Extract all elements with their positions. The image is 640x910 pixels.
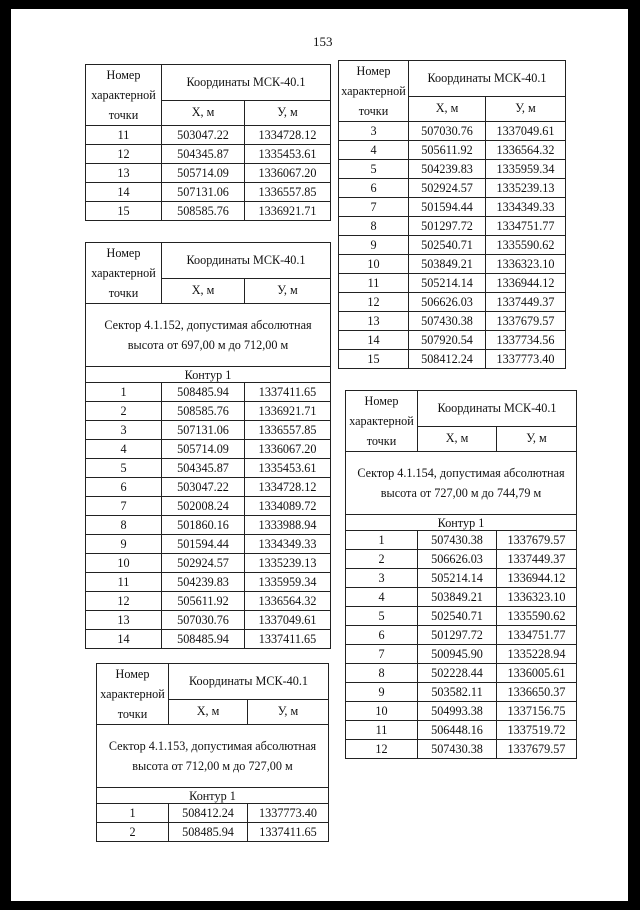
y-coordinate: 1335228.94	[497, 645, 577, 664]
x-coordinate: 505214.14	[418, 569, 497, 588]
point-number: 8	[86, 516, 162, 535]
y-coordinate: 1336921.71	[245, 202, 331, 221]
y-coordinate: 1336564.32	[245, 592, 331, 611]
sector-caption: Сектор 4.1.152, допустимая абсолютная высота от 697,00 м до 712,00 м	[86, 304, 331, 367]
sector-caption: Сектор 4.1.153, допустимая абсолютная высота от 712,00 м до 727,00 м	[97, 725, 329, 788]
y-coordinate: 1335239.13	[245, 554, 331, 573]
table-row	[86, 183, 331, 202]
point-number: 5	[86, 459, 162, 478]
table-row	[86, 126, 331, 145]
x-coordinate: 503047.22	[162, 126, 245, 145]
y-coordinate: 1336557.85	[245, 183, 331, 202]
y-coordinate: 1336323.10	[497, 588, 577, 607]
point-number: 10	[86, 554, 162, 573]
point-number: 1	[346, 531, 418, 550]
table-row	[346, 721, 577, 740]
table-row	[346, 588, 577, 607]
table-row	[346, 702, 577, 721]
table-row	[86, 164, 331, 183]
page-number: 153	[313, 34, 333, 49]
y-coordinate: 1337449.37	[497, 550, 577, 569]
point-number: 11	[86, 126, 162, 145]
x-coordinate: 501297.72	[409, 217, 486, 236]
point-number: 1	[97, 804, 169, 823]
x-coordinate: 507030.76	[409, 122, 486, 141]
x-coordinate: 506626.03	[418, 550, 497, 569]
point-number: 3	[86, 421, 162, 440]
point-number: 6	[339, 179, 409, 198]
table-row	[339, 274, 566, 293]
y-coordinate: 1336650.37	[497, 683, 577, 702]
table-row	[339, 293, 566, 312]
table-row	[339, 179, 566, 198]
table-row	[346, 607, 577, 626]
point-number: 15	[86, 202, 162, 221]
x-coordinate: 505611.92	[162, 592, 245, 611]
point-number: 13	[86, 611, 162, 630]
table-row	[97, 804, 329, 823]
header-x: Х, м	[409, 96, 486, 121]
x-coordinate: 503582.11	[418, 683, 497, 702]
y-coordinate: 1336564.32	[486, 141, 566, 160]
header-y: У, м	[497, 426, 577, 451]
x-coordinate: 508585.76	[162, 202, 245, 221]
point-number: 5	[346, 607, 418, 626]
header-y: У, м	[486, 96, 566, 121]
table-row	[339, 122, 566, 141]
y-coordinate: 1336005.61	[497, 664, 577, 683]
header-y: У, м	[245, 278, 331, 303]
point-number: 13	[86, 164, 162, 183]
table-row	[86, 440, 331, 459]
point-number: 6	[346, 626, 418, 645]
table-row	[346, 683, 577, 702]
x-coordinate: 504345.87	[162, 459, 245, 478]
y-coordinate: 1334751.77	[497, 626, 577, 645]
table-row	[346, 531, 577, 550]
x-coordinate: 503047.22	[162, 478, 245, 497]
coord-table-3	[96, 663, 329, 842]
point-number: 4	[346, 588, 418, 607]
header-x: Х, м	[162, 100, 245, 125]
x-coordinate: 507430.38	[409, 312, 486, 331]
table-row	[86, 630, 331, 649]
y-coordinate: 1334751.77	[486, 217, 566, 236]
y-coordinate: 1336557.85	[245, 421, 331, 440]
point-number: 2	[346, 550, 418, 569]
y-coordinate: 1337679.57	[497, 531, 577, 550]
x-coordinate: 503849.21	[418, 588, 497, 607]
point-number: 13	[339, 312, 409, 331]
header-point-number: Номер характерной точки	[86, 243, 162, 304]
x-coordinate: 501594.44	[409, 198, 486, 217]
table-row	[346, 569, 577, 588]
x-coordinate: 502924.57	[409, 179, 486, 198]
header-x: Х, м	[418, 426, 497, 451]
table-row	[86, 535, 331, 554]
point-number: 2	[86, 402, 162, 421]
point-number: 14	[86, 630, 162, 649]
y-coordinate: 1335959.34	[486, 160, 566, 179]
table-row	[86, 611, 331, 630]
y-coordinate: 1334349.33	[245, 535, 331, 554]
point-number: 11	[346, 721, 418, 740]
table-row	[86, 478, 331, 497]
y-coordinate: 1336921.71	[245, 402, 331, 421]
x-coordinate: 502008.24	[162, 497, 245, 516]
header-x: Х, м	[162, 278, 245, 303]
y-coordinate: 1336944.12	[497, 569, 577, 588]
table-row	[339, 312, 566, 331]
y-coordinate: 1337049.61	[245, 611, 331, 630]
table-row	[339, 236, 566, 255]
table-row	[86, 497, 331, 516]
table-row	[346, 740, 577, 759]
x-coordinate: 502540.71	[418, 607, 497, 626]
y-coordinate: 1335590.62	[497, 607, 577, 626]
table-row	[339, 141, 566, 160]
y-coordinate: 1334349.33	[486, 198, 566, 217]
point-number: 5	[339, 160, 409, 179]
point-number: 4	[339, 141, 409, 160]
table-row	[86, 383, 331, 402]
point-number: 14	[339, 331, 409, 350]
y-coordinate: 1335453.61	[245, 145, 331, 164]
x-coordinate: 505714.09	[162, 440, 245, 459]
table-row	[346, 626, 577, 645]
x-coordinate: 507430.38	[418, 740, 497, 759]
x-coordinate: 505611.92	[409, 141, 486, 160]
y-coordinate: 1335959.34	[245, 573, 331, 592]
coord-table-4	[338, 60, 566, 369]
y-coordinate: 1336067.20	[245, 164, 331, 183]
x-coordinate: 508485.94	[162, 383, 245, 402]
x-coordinate: 500945.90	[418, 645, 497, 664]
x-coordinate: 507920.54	[409, 331, 486, 350]
y-coordinate: 1337679.57	[486, 312, 566, 331]
x-coordinate: 508485.94	[169, 823, 248, 842]
table-row	[339, 198, 566, 217]
y-coordinate: 1337049.61	[486, 122, 566, 141]
x-coordinate: 506626.03	[409, 293, 486, 312]
x-coordinate: 501860.16	[162, 516, 245, 535]
y-coordinate: 1336323.10	[486, 255, 566, 274]
table-row	[86, 554, 331, 573]
table-row	[86, 421, 331, 440]
table-row	[86, 459, 331, 478]
x-coordinate: 504239.83	[409, 160, 486, 179]
x-coordinate: 502924.57	[162, 554, 245, 573]
contour-label: Контур 1	[97, 788, 329, 804]
y-coordinate: 1337411.65	[245, 630, 331, 649]
point-number: 15	[339, 350, 409, 369]
y-coordinate: 1337411.65	[248, 823, 329, 842]
point-number: 4	[86, 440, 162, 459]
x-coordinate: 504239.83	[162, 573, 245, 592]
point-number: 8	[346, 664, 418, 683]
x-coordinate: 507131.06	[162, 183, 245, 202]
table-row	[86, 145, 331, 164]
header-coordinates: Координаты МСК-40.1	[409, 61, 566, 97]
x-coordinate: 508585.76	[162, 402, 245, 421]
y-coordinate: 1336944.12	[486, 274, 566, 293]
point-number: 2	[97, 823, 169, 842]
table-row	[346, 664, 577, 683]
header-coordinates: Координаты МСК-40.1	[162, 65, 331, 101]
header-x: Х, м	[169, 699, 248, 724]
x-coordinate: 508412.24	[409, 350, 486, 369]
y-coordinate: 1337773.40	[248, 804, 329, 823]
table-row	[86, 516, 331, 535]
point-number: 10	[346, 702, 418, 721]
y-coordinate: 1334728.12	[245, 478, 331, 497]
point-number: 12	[339, 293, 409, 312]
point-number: 7	[346, 645, 418, 664]
table-row	[97, 823, 329, 842]
x-coordinate: 507030.76	[162, 611, 245, 630]
point-number: 14	[86, 183, 162, 202]
table-row	[86, 202, 331, 221]
y-coordinate: 1337679.57	[497, 740, 577, 759]
point-number: 1	[86, 383, 162, 402]
y-coordinate: 1337773.40	[486, 350, 566, 369]
table-row	[86, 402, 331, 421]
x-coordinate: 505214.14	[409, 274, 486, 293]
contour-label: Контур 1	[346, 515, 577, 531]
x-coordinate: 501297.72	[418, 626, 497, 645]
x-coordinate: 504345.87	[162, 145, 245, 164]
x-coordinate: 507131.06	[162, 421, 245, 440]
sector-caption: Сектор 4.1.154, допустимая абсолютная высота от 727,00 м до 744,79 м	[346, 452, 577, 515]
y-coordinate: 1336067.20	[245, 440, 331, 459]
point-number: 11	[339, 274, 409, 293]
y-coordinate: 1335590.62	[486, 236, 566, 255]
table-row	[339, 255, 566, 274]
table-row	[86, 573, 331, 592]
x-coordinate: 505714.09	[162, 164, 245, 183]
point-number: 9	[86, 535, 162, 554]
table-row	[339, 331, 566, 350]
point-number: 10	[339, 255, 409, 274]
header-coordinates: Координаты МСК-40.1	[169, 664, 329, 700]
point-number: 3	[346, 569, 418, 588]
y-coordinate: 1337734.56	[486, 331, 566, 350]
y-coordinate: 1335453.61	[245, 459, 331, 478]
point-number: 7	[339, 198, 409, 217]
coord-table-2	[85, 242, 331, 649]
header-y: У, м	[245, 100, 331, 125]
point-number: 3	[339, 122, 409, 141]
y-coordinate: 1337156.75	[497, 702, 577, 721]
x-coordinate: 504993.38	[418, 702, 497, 721]
table-row	[346, 645, 577, 664]
point-number: 12	[86, 145, 162, 164]
x-coordinate: 507430.38	[418, 531, 497, 550]
x-coordinate: 508485.94	[162, 630, 245, 649]
table-row	[339, 217, 566, 236]
table-row	[339, 160, 566, 179]
header-coordinates: Координаты МСК-40.1	[418, 391, 577, 427]
x-coordinate: 503849.21	[409, 255, 486, 274]
y-coordinate: 1334728.12	[245, 126, 331, 145]
table-row	[86, 592, 331, 611]
point-number: 6	[86, 478, 162, 497]
x-coordinate: 508412.24	[169, 804, 248, 823]
header-point-number: Номер характерной точки	[339, 61, 409, 122]
x-coordinate: 502540.71	[409, 236, 486, 255]
y-coordinate: 1334089.72	[245, 497, 331, 516]
point-number: 11	[86, 573, 162, 592]
contour-label: Контур 1	[86, 367, 331, 383]
header-y: У, м	[248, 699, 329, 724]
point-number: 9	[339, 236, 409, 255]
y-coordinate: 1337449.37	[486, 293, 566, 312]
header-coordinates: Координаты МСК-40.1	[162, 243, 331, 279]
point-number: 8	[339, 217, 409, 236]
point-number: 9	[346, 683, 418, 702]
y-coordinate: 1333988.94	[245, 516, 331, 535]
y-coordinate: 1337411.65	[245, 383, 331, 402]
coord-table-1	[85, 64, 331, 221]
header-point-number: Номер характерной точки	[346, 391, 418, 452]
header-point-number: Номер характерной точки	[97, 664, 169, 725]
x-coordinate: 502228.44	[418, 664, 497, 683]
point-number: 12	[86, 592, 162, 611]
y-coordinate: 1337519.72	[497, 721, 577, 740]
point-number: 12	[346, 740, 418, 759]
y-coordinate: 1335239.13	[486, 179, 566, 198]
header-point-number: Номер характерной точки	[86, 65, 162, 126]
table-row	[346, 550, 577, 569]
table-row	[339, 350, 566, 369]
x-coordinate: 506448.16	[418, 721, 497, 740]
coord-table-5	[345, 390, 577, 759]
x-coordinate: 501594.44	[162, 535, 245, 554]
point-number: 7	[86, 497, 162, 516]
